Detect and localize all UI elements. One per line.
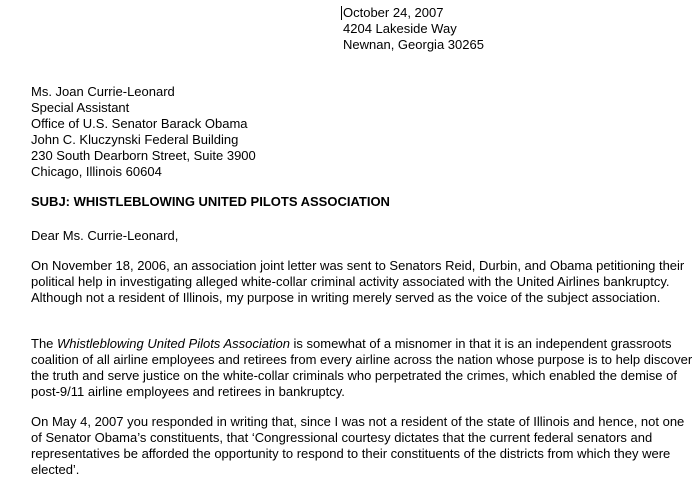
sender-street: 4204 Lakeside Way (343, 21, 457, 36)
association-name: Whistleblowing United Pilots Association (57, 336, 290, 351)
recipient-office: Office of U.S. Senator Barack Obama (31, 116, 248, 131)
recipient-street: 230 South Dearborn Street, Suite 3900 (31, 148, 256, 163)
paragraph-2-text: is somewhat of a misnomer in that it is an independent grassroots coalition of all airline employees and retirees from every airline across the nation whose purpose is to help discover the truth and serve justice on the white-collar criminals who perpetrated the crimes, which enabled the demise of post-9/11 airline employees and retirees in bankruptcy. (31, 336, 693, 399)
paragraph-2-prefix: The (31, 336, 58, 351)
recipient-name: Ms. Joan Currie-Leonard (31, 84, 175, 99)
sender-city: Newnan, Georgia 30265 (343, 37, 484, 52)
recipient-title: Special Assistant (31, 100, 130, 115)
recipient-city: Chicago, Illinois 60604 (31, 164, 162, 179)
paragraph-3: On May 4, 2007 you responded in writing that, since I was not a resident of the state of Illinois and hence, not one of Senator Obama’s constituents, that ‘Congressional courtesy dictates that the current federal senators and representatives be afforded the opportunity to respond to their constituents of the districts from which they were elected’. (31, 414, 685, 477)
text-cursor (341, 6, 342, 20)
sender-block (343, 5, 484, 53)
paragraph-2 (31, 336, 696, 400)
recipient-building: John C. Kluczynski Federal Building (31, 132, 239, 147)
paragraph-1: On November 18, 2006, an association joint letter was sent to Senators Reid, Durbin, and Obama petitioning their political help in investigating alleged white-collar criminal activity associated with the United Airlines bankruptcy. Although not a resident of Illinois, my purpose in writing merely served as the voice of the subject association. (31, 258, 685, 305)
subject-line: SUBJ: WHISTLEBLOWING UNITED PILOTS ASSOCIATION (31, 194, 390, 209)
letter-date: October 24, 2007 (343, 5, 444, 20)
salutation: Dear Ms. Currie-Leonard, (31, 228, 179, 243)
recipient-block (31, 84, 256, 180)
